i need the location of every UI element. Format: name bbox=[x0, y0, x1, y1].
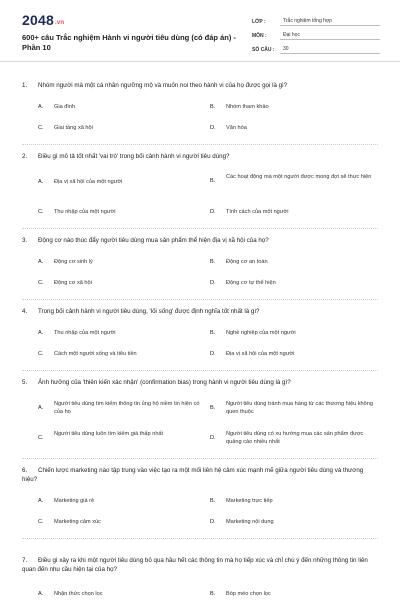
question-divider bbox=[22, 299, 378, 300]
option-text: Thu nhập của một người bbox=[54, 330, 116, 336]
option-c[interactable] bbox=[38, 518, 203, 526]
question-number: 1. bbox=[22, 82, 28, 89]
option-letter: A. bbox=[38, 179, 44, 185]
option-text: Động cơ xã hội bbox=[54, 280, 92, 286]
option-letter: D. bbox=[210, 519, 216, 525]
option-a[interactable] bbox=[38, 178, 203, 186]
question-body: Điều gì mô tả tốt nhất 'vai trò' trong bối cảnh hành vi người tiêu dùng? bbox=[38, 153, 230, 160]
option-text: Giai tầng xã hội bbox=[54, 125, 93, 131]
meta-label: MÔN : bbox=[252, 33, 267, 39]
meta-value: 30 bbox=[280, 46, 380, 54]
question-text bbox=[22, 466, 372, 484]
option-d[interactable] bbox=[210, 208, 375, 216]
option-text: Người tiêu dùng luôn tìm kiếm giá thấp nhất bbox=[54, 431, 164, 437]
option-text: Địa vị xã hội của một người bbox=[54, 179, 123, 185]
option-letter: A. bbox=[38, 259, 44, 265]
option-text: Nhận thức chọn lọc bbox=[54, 591, 103, 597]
question-number: 4. bbox=[22, 308, 28, 315]
option-text: Động cơ sinh lý bbox=[54, 259, 93, 265]
option-a[interactable] bbox=[38, 590, 203, 598]
meta-box bbox=[252, 14, 380, 56]
question-divider bbox=[22, 370, 378, 371]
option-letter: A. bbox=[38, 330, 44, 336]
meta-label: SỐ CÂU : bbox=[252, 47, 275, 53]
question-body: Điều gì xảy ra khi một người tiêu dùng bỏ qua hầu hết các thông tin mà họ tiếp xúc và chỉ chú ý đến những thông tin liên quan đến nhu cầu hiện tại của họ? bbox=[22, 557, 368, 573]
option-b[interactable] bbox=[210, 590, 375, 598]
option-text: Văn hóa bbox=[226, 125, 247, 131]
question-body: Trong bối cảnh hành vi người tiêu dùng, 'lối sống' được định nghĩa tốt nhất là gì? bbox=[38, 308, 260, 315]
option-text: Người tiêu dùng tránh mua hàng từ các thương hiệu không quen thuộc bbox=[226, 401, 374, 415]
option-letter: A. bbox=[38, 498, 44, 504]
question-divider bbox=[22, 538, 378, 539]
option-text: Các hoạt động mà một người được mong đợi sẽ thực hiện bbox=[226, 174, 372, 180]
option-c[interactable] bbox=[38, 208, 203, 216]
question-body: Chiến lược marketing nào tập trung vào việc tạo ra một mối liên hệ cảm xúc mạnh mẽ giữa người tiêu dùng và thương hiệu? bbox=[22, 467, 364, 483]
question-body: Nhóm người mà một cá nhân ngưỡng mộ và muốn noi theo hành vi của họ được gọi là gì? bbox=[38, 82, 288, 89]
option-letter: B. bbox=[210, 259, 216, 265]
option-text: Marketing cảm xúc bbox=[54, 519, 101, 525]
logo-sub: .vn bbox=[54, 20, 65, 26]
option-text: Cách một người sống và tiêu tiền bbox=[54, 351, 137, 357]
option-letter: C. bbox=[38, 280, 44, 286]
logo-main: 2048 bbox=[22, 12, 54, 28]
option-d[interactable] bbox=[210, 430, 375, 446]
option-text: Tính cách của một người bbox=[226, 209, 289, 215]
question-number: 6. bbox=[22, 467, 28, 474]
question-text bbox=[22, 236, 372, 245]
option-text: Người tiêu dùng tìm kiếm thông tin ủng hộ niềm tin hiện có của họ bbox=[54, 401, 200, 415]
question-text bbox=[22, 556, 372, 574]
option-letter: B. bbox=[210, 591, 216, 597]
option-letter: B. bbox=[210, 104, 216, 110]
option-letter: C. bbox=[38, 209, 44, 215]
option-b[interactable] bbox=[210, 497, 375, 505]
option-letter: C. bbox=[38, 351, 44, 357]
option-letter: C. bbox=[38, 435, 44, 441]
question-divider bbox=[22, 458, 378, 459]
option-text: Động cơ an toàn bbox=[226, 259, 268, 265]
question-divider bbox=[22, 228, 378, 229]
option-c[interactable] bbox=[38, 279, 203, 287]
option-letter: D. bbox=[210, 435, 216, 441]
option-a[interactable] bbox=[38, 329, 203, 337]
option-letter: B. bbox=[210, 405, 216, 411]
option-letter: D. bbox=[210, 351, 216, 357]
option-text: Marketing giá rẻ bbox=[54, 498, 95, 504]
option-letter: B. bbox=[210, 498, 216, 504]
option-letter: A. bbox=[38, 104, 44, 110]
option-d[interactable] bbox=[210, 350, 375, 358]
question-body: Ảnh hưởng của 'thiên kiến xác nhận' (confirmation bias) trong hành vi người tiêu dùng là gì? bbox=[38, 379, 291, 386]
option-letter: D. bbox=[210, 125, 216, 131]
question-number: 2. bbox=[22, 153, 28, 160]
question-text bbox=[22, 378, 372, 387]
option-text: Thu nhập của một người bbox=[54, 209, 116, 215]
option-b[interactable] bbox=[210, 173, 375, 185]
option-a[interactable] bbox=[38, 103, 203, 111]
option-d[interactable] bbox=[210, 518, 375, 526]
option-b[interactable] bbox=[210, 329, 375, 337]
question-number: 7. bbox=[22, 557, 28, 564]
meta-label: LỚP : bbox=[252, 19, 266, 25]
option-text: Nhóm tham khảo bbox=[226, 104, 269, 110]
option-d[interactable] bbox=[210, 124, 375, 132]
page-header bbox=[0, 0, 400, 62]
option-text: Bóp méo chọn lọc bbox=[226, 591, 271, 597]
option-letter: D. bbox=[210, 209, 216, 215]
option-c[interactable] bbox=[38, 350, 203, 358]
meta-value: Đại học bbox=[280, 32, 380, 40]
meta-row-class bbox=[252, 14, 380, 26]
question-text bbox=[22, 81, 372, 90]
option-text: Người tiêu dùng có xu hướng mua các sản phẩm được quảng cáo nhiều nhất bbox=[226, 431, 364, 445]
question-text bbox=[22, 152, 372, 161]
option-b[interactable] bbox=[210, 258, 375, 266]
option-text: Nghề nghiệp của một người bbox=[226, 330, 296, 336]
question-number: 5. bbox=[22, 379, 28, 386]
option-d[interactable] bbox=[210, 279, 375, 287]
option-letter: C. bbox=[38, 125, 44, 131]
option-letter: D. bbox=[210, 280, 216, 286]
question-body: Động cơ nào thúc đẩy người tiêu dùng mua sản phẩm thể hiện địa vị xã hội của họ? bbox=[38, 237, 269, 244]
option-text: Marketing trực tiếp bbox=[226, 498, 273, 504]
option-c[interactable] bbox=[38, 124, 203, 132]
option-c[interactable] bbox=[38, 430, 203, 442]
question-divider bbox=[22, 144, 378, 145]
page-title: 600+ câu Trắc nghiệm Hành vi người tiêu dùng (có đáp án) - Phần 10 bbox=[22, 33, 236, 52]
site-logo[interactable] bbox=[22, 12, 64, 28]
option-letter: A. bbox=[38, 591, 44, 597]
option-letter: B. bbox=[210, 330, 216, 336]
option-b[interactable] bbox=[210, 400, 375, 416]
meta-value: Trắc nghiệm tổng hợp bbox=[280, 18, 380, 26]
question-number: 3. bbox=[22, 237, 28, 244]
option-a[interactable] bbox=[38, 400, 203, 416]
option-text: Gia đình bbox=[54, 104, 76, 110]
meta-row-count bbox=[252, 42, 380, 54]
option-letter: B. bbox=[210, 178, 216, 184]
option-letter: C. bbox=[38, 519, 44, 525]
option-text: Động cơ tự thể hiện bbox=[226, 280, 276, 286]
option-text: Marketing nội dung bbox=[226, 519, 274, 525]
option-text: Địa vị xã hội của một người bbox=[226, 351, 295, 357]
meta-row-subject bbox=[252, 28, 380, 40]
option-b[interactable] bbox=[210, 103, 375, 111]
question-text bbox=[22, 307, 372, 316]
option-a[interactable] bbox=[38, 258, 203, 266]
option-a[interactable] bbox=[38, 497, 203, 505]
option-letter: A. bbox=[38, 405, 44, 411]
